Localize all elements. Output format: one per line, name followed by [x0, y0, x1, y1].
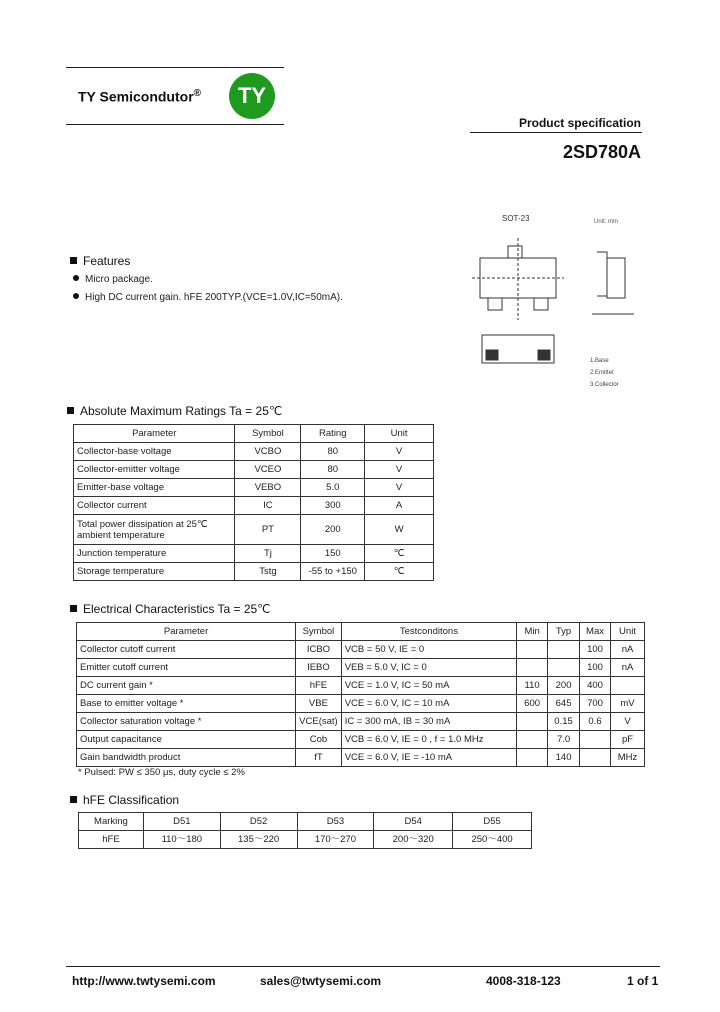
table-row: Collector-emitter voltage VCEO 80 V: [74, 461, 434, 479]
header-top-rule: [66, 67, 284, 68]
logo-text: TY: [237, 83, 267, 108]
ty-logo: [229, 73, 275, 119]
package-pin-legend: [590, 358, 619, 388]
svg-text:2.Emitter: 2.Emitter: [590, 370, 615, 376]
footer-phone: 4008-318-123: [486, 974, 561, 988]
header-cell: Rating: [301, 425, 365, 443]
features-title: Features: [70, 254, 130, 268]
table-header-row: [74, 425, 434, 443]
svg-text:1.Base: 1.Base: [590, 358, 609, 364]
table-row: DC current gain * hFE VCE = 1.0 V, IC = 50 mA 110 200 400: [77, 677, 645, 695]
table-row: Total power dissipation at 25℃ ambient temperature PT 200 W: [74, 515, 434, 545]
footer-page-number: 1 of 1: [627, 974, 659, 988]
table-row: Emitter cutoff current IEBO VEB = 5.0 V, IC = 0 100 nA: [77, 659, 645, 677]
abs-max-title: Absolute Maximum Ratings Ta = 25℃: [67, 404, 282, 418]
table-row: Gain bandwidth product fT VCE = 6.0 V, IE = -10 mA 140 MHz: [77, 749, 645, 767]
table-header-row: Marking D51 D52 D53 D54 D55: [79, 813, 532, 831]
bullet-dot-icon: [73, 293, 79, 299]
elec-title: Electrical Characteristics Ta = 25℃: [70, 602, 271, 616]
pin-1-lead: [488, 298, 502, 310]
table-row: Emitter-base voltage VEBO 5.0 V: [74, 479, 434, 497]
table-row: hFE 110～180 135～220 170～270 200～320 250～400: [79, 831, 532, 849]
header-bottom-rule: [66, 124, 284, 125]
bullet-square-icon: [70, 257, 77, 264]
table-row: Collector-base voltage VCBO 80 V: [74, 443, 434, 461]
package-label: SOT-23: [502, 214, 530, 223]
side-lead-right: [538, 350, 550, 360]
feature-item: Micro package.: [73, 274, 153, 285]
footer-rule: [66, 966, 660, 967]
bullet-square-icon: [70, 605, 77, 612]
side-lead-left: [486, 350, 498, 360]
header-cell: Unit: [365, 425, 434, 443]
table-row: Collector cutoff current ICBO VCB = 50 V, IE = 0 100 nA: [77, 641, 645, 659]
pin-2-lead: [534, 298, 548, 310]
package-outline-drawing: [462, 210, 652, 396]
brand-text: TY Semicondutor: [78, 88, 194, 105]
end-view-body: [607, 258, 625, 298]
table-row: Collector saturation voltage * VCE(sat) IC = 300 mA, IB = 30 mA 0.15 0.6 V: [77, 713, 645, 731]
feature-item: High DC current gain. hFE 200TYP.(VCE=1.0V,IC=50mA).: [73, 292, 343, 303]
pin-3-lead: [508, 246, 522, 258]
bullet-square-icon: [67, 407, 74, 414]
bullet-dot-icon: [73, 275, 79, 281]
end-view-lead: [597, 252, 607, 296]
product-specification: Product specification: [518, 116, 641, 130]
abs-max-table: [73, 424, 434, 581]
table-row: Collector current IC 300 A: [74, 497, 434, 515]
table-row: Output capacitance Cob VCB = 6.0 V, IE = 0 , f = 1.0 MHz 7.0 pF: [77, 731, 645, 749]
table-row: Storage temperature Tstg -55 to +150 ℃: [74, 563, 434, 581]
part-number: 2SD780A: [562, 142, 641, 162]
table-header-row: Parameter Symbol Testconditons Min Typ Max Unit: [77, 623, 645, 641]
table-row: Junction temperature Tj 150 ℃: [74, 545, 434, 563]
table-row: Base to emitter voltage * VBE VCE = 6.0 V, IC = 10 mA 600 645 700 mV: [77, 695, 645, 713]
hfe-class-table: [78, 812, 532, 849]
bullet-square-icon: [70, 796, 77, 803]
header-cell: Parameter: [74, 425, 235, 443]
pulse-note: * Pulsed: PW ≤ 350 μs, duty cycle ≤ 2%: [78, 767, 245, 778]
spec-rule: [470, 132, 642, 133]
brand-name: [78, 88, 201, 105]
registered-mark: ®: [193, 88, 202, 99]
footer-email[interactable]: sales@twtysemi.com: [260, 974, 382, 988]
svg-text:3.Collector: 3.Collector: [590, 382, 619, 388]
unit-label: Unit: mm: [594, 219, 618, 225]
hfe-class-title: hFE Classification: [70, 793, 179, 807]
header-cell: Symbol: [235, 425, 301, 443]
footer-website[interactable]: http://www.twtysemi.com: [72, 974, 216, 988]
elec-table: [76, 622, 645, 767]
